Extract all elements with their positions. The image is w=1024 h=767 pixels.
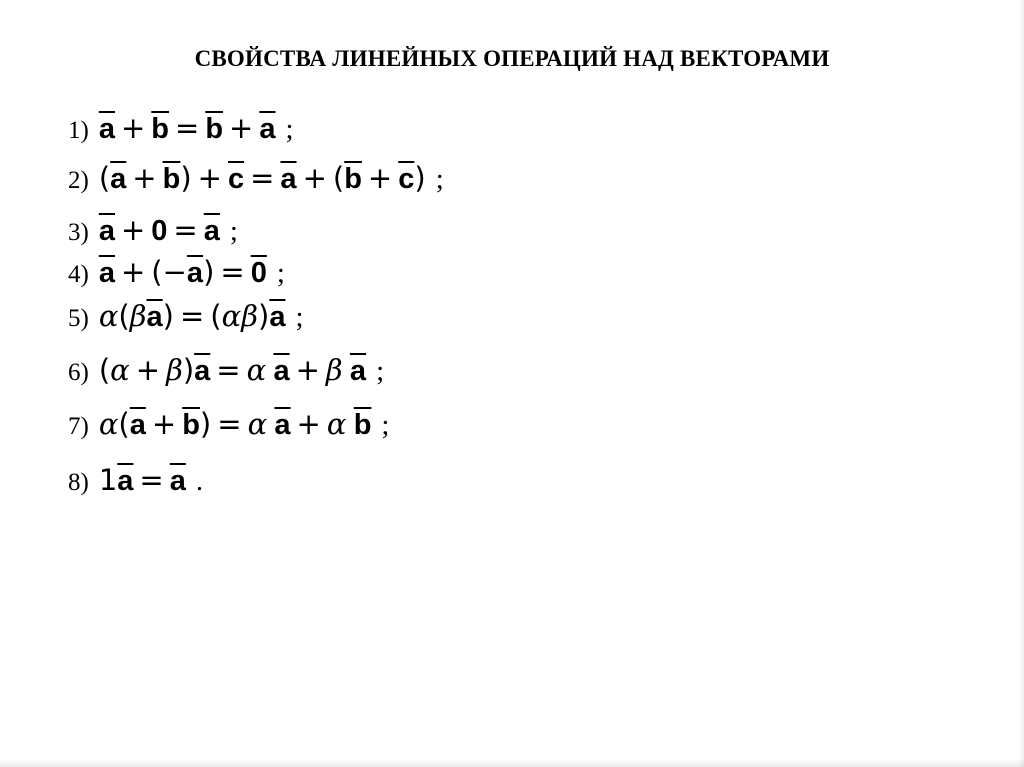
equals-sign: = — [216, 353, 241, 387]
minus-sign: − — [162, 255, 187, 289]
slide-edge-shadow — [0, 759, 1024, 767]
vector-c: $\overline{c}$ — [227, 163, 245, 195]
semicolon: ; — [276, 257, 285, 289]
semicolon: ; — [381, 409, 390, 441]
right-paren: ) — [199, 407, 212, 441]
vector-a: $\overline{a}$ — [349, 355, 367, 387]
beta-symbol: β — [129, 299, 147, 333]
vector-a: $\overline{a}$ — [129, 409, 146, 441]
plus-sign: + — [135, 353, 161, 387]
alpha-symbol: α — [98, 407, 119, 441]
zero-scalar: 0 — [151, 215, 168, 247]
plus-sign: + — [367, 161, 393, 195]
semicolon: ; — [376, 355, 385, 387]
vector-a: $\overline{a}$ — [146, 301, 163, 333]
vector-b: $\overline{b}$ — [151, 113, 169, 145]
right-paren: ) — [182, 353, 195, 387]
property-number: 5) — [68, 305, 89, 332]
vector-a: $\overline{a}$ — [98, 113, 115, 145]
vector-b: $\overline{b}$ — [162, 163, 181, 195]
right-paren: ) — [257, 299, 270, 333]
property-6 — [68, 353, 385, 387]
plus-sign: + — [295, 353, 320, 387]
right-paren: ) — [180, 161, 192, 195]
semicolon: ; — [435, 163, 444, 195]
alpha-symbol: α — [221, 299, 242, 333]
semicolon: ; — [285, 113, 294, 145]
property-4 — [68, 255, 285, 289]
alpha-symbol: α — [98, 299, 119, 333]
equals-sign: = — [217, 407, 242, 441]
equals-sign: = — [175, 111, 200, 145]
beta-symbol: β — [166, 353, 183, 387]
property-number: 2) — [68, 167, 89, 194]
vector-a: $\overline{a}$ — [169, 465, 186, 497]
equals-sign: = — [173, 213, 198, 247]
vector-a: $\overline{a}$ — [194, 355, 211, 387]
vector-b: $\overline{b}$ — [353, 409, 372, 441]
vector-b: $\overline{b}$ — [205, 113, 224, 145]
vector-c: $\overline{c}$ — [398, 163, 415, 195]
plus-sign: + — [120, 213, 146, 247]
vector-a: $\overline{a}$ — [280, 163, 297, 195]
period: . — [195, 465, 204, 497]
plus-sign: + — [120, 111, 146, 145]
property-3 — [68, 213, 238, 247]
property-number: 1) — [68, 117, 89, 144]
semicolon: ; — [295, 301, 304, 333]
property-1 — [68, 111, 294, 145]
vector-a: $\overline{a}$ — [110, 163, 127, 195]
equals-sign: = — [220, 255, 245, 289]
property-number: 8) — [68, 469, 89, 496]
plus-sign: + — [296, 407, 321, 441]
property-5 — [68, 299, 304, 333]
vector-a: $\overline{a}$ — [98, 215, 115, 247]
slide-title: СВОЙСТВА ЛИНЕЙНЫХ ОПЕРАЦИЙ НАД ВЕКТОРАМИ — [194, 46, 830, 71]
plus-sign: + — [132, 161, 157, 195]
plus-sign: + — [197, 161, 222, 195]
scalar-one: 1 — [98, 463, 118, 497]
equals-sign: = — [179, 299, 205, 333]
vector-a: $\overline{a}$ — [203, 215, 220, 247]
vector-b: $\overline{b}$ — [344, 163, 362, 195]
property-2 — [68, 161, 444, 195]
property-7 — [68, 407, 390, 441]
zero-vector: 0 — [250, 257, 267, 289]
equals-sign: = — [250, 161, 275, 195]
beta-symbol: β — [325, 353, 343, 387]
property-number: 4) — [68, 261, 89, 288]
left-paren: ( — [151, 255, 163, 289]
left-paren: ( — [118, 299, 130, 333]
left-paren: ( — [118, 407, 130, 441]
right-paren: ) — [203, 255, 215, 289]
beta-symbol: β — [241, 299, 258, 333]
property-number: 3) — [68, 219, 89, 246]
plus-sign: + — [151, 407, 177, 441]
vector-a: $\overline{a}$ — [117, 465, 134, 497]
left-paren: ( — [98, 161, 111, 195]
right-paren: ) — [162, 299, 174, 333]
vector-a: $\overline{a}$ — [274, 409, 291, 441]
vector-a: $\overline{a}$ — [273, 355, 290, 387]
vector-b: $\overline{b}$ — [182, 409, 200, 441]
plus-sign: + — [229, 111, 254, 145]
property-number: 6) — [68, 359, 89, 386]
property-number: 7) — [68, 413, 89, 440]
plus-sign: + — [302, 161, 327, 195]
equals-sign: = — [139, 463, 164, 497]
alpha-symbol: α — [246, 353, 267, 387]
alpha-symbol: α — [110, 353, 130, 387]
left-paren: ( — [98, 353, 111, 387]
alpha-symbol: α — [247, 407, 268, 441]
semicolon: ; — [229, 215, 238, 247]
slide-edge-shadow — [1018, 0, 1024, 767]
vector-a: $\overline{a}$ — [269, 301, 286, 333]
vector-a: $\overline{a}$ — [259, 113, 276, 145]
property-8 — [68, 463, 204, 497]
vector-a: $\overline{a}$ — [98, 257, 115, 289]
left-paren: ( — [332, 161, 345, 195]
alpha-symbol: α — [326, 407, 347, 441]
plus-sign: + — [120, 255, 146, 289]
left-paren: ( — [210, 299, 222, 333]
vector-a: $\overline{a}$ — [186, 257, 204, 289]
right-paren: ) — [414, 161, 426, 195]
